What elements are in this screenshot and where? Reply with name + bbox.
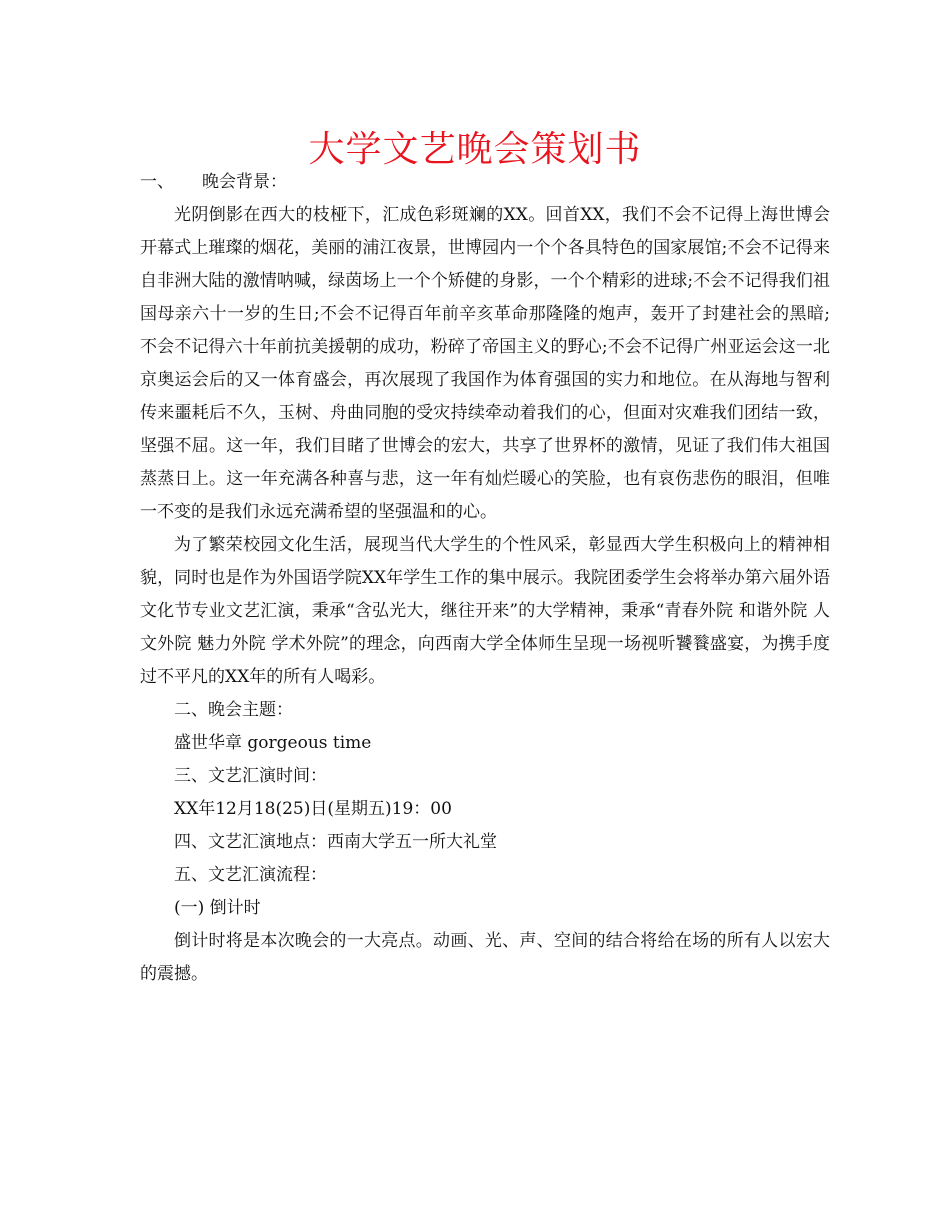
section-number: 一、 bbox=[140, 172, 174, 192]
background-paragraph: 光阴倒影在西大的枝桠下，汇成色彩斑斓的XX。回首XX，我们不会不记得上海世博会开幕式上璀璨的烟花，美丽的浦江夜景，世博园内一个个各具特色的国家展馆;不会不记得来自非洲大陆的激情呐喊，绿茵场上一个个矫健的身影，一个个精彩的进球;不会不记得我们祖国母亲六十一岁的生日;不会不记得百年前辛亥革命那隆隆的炮声，轰开了封建社会的黑暗;不会不记得六十年前抗美援朝的成功，粉碎了帝国主义的野心;不会不记得广州亚运会这一北京奥运会后的又一体育盛会，再次展现了我国作为体育强国的实力和地位。在从海地与智利传来噩耗后不久，玉树、舟曲同胞的受灾持续牵动着我们的心，但面对灾难我们团结一致，坚强不屈。这一年，我们目睹了世博会的宏大，共享了世界杯的激情，见证了我们伟大祖国蒸蒸日上。这一年充满各种喜与悲，这一年有灿烂暖心的笑脸，也有哀伤悲伤的眼泪，但唯一不变的是我们永远充满希望的坚强温和的心。 bbox=[140, 205, 830, 522]
purpose-paragraph: 为了繁荣校园文化生活，展现当代大学生的个性风采，彰显西大学生积极向上的精神相貌，同时也是作为外国语学院XX年学生工作的集中展示。我院团委学生会将举办第六届外语文化节专业文艺汇演，秉承“含弘光大，继往开来”的大学精神，秉承“青春外院 和谐外院 人文外院 魅力外院 学术外院”的理念，向西南大学全体师生呈现一场视听饕餮盛宴，为携手度过不平凡的XX年的所有人喝彩。 bbox=[140, 535, 830, 687]
time-value: XX年12月18(25)日(星期五)19：00 bbox=[174, 799, 452, 819]
document-title: 大学文艺晚会策划书 bbox=[308, 129, 642, 170]
theme-value: 盛世华章 gorgeous time bbox=[174, 733, 372, 753]
section-heading-process: 五、文艺汇演流程： bbox=[174, 865, 327, 885]
section-heading-text: 晚会背景： bbox=[202, 172, 287, 192]
section-heading-theme: 二、晚会主题： bbox=[174, 700, 293, 720]
section-heading-background bbox=[140, 166, 830, 199]
countdown-paragraph: 倒计时将是本次晚会的一大亮点。动画、光、声、空间的结合将给在场的所有人以宏大的震撼。 bbox=[140, 931, 830, 984]
section-heading-venue: 四、文艺汇演地点：西南大学五一所大礼堂 bbox=[174, 832, 497, 852]
document-body bbox=[140, 166, 830, 991]
process-step-countdown: (一) 倒计时 bbox=[174, 898, 261, 918]
section-heading-time: 三、文艺汇演时间： bbox=[174, 766, 327, 786]
